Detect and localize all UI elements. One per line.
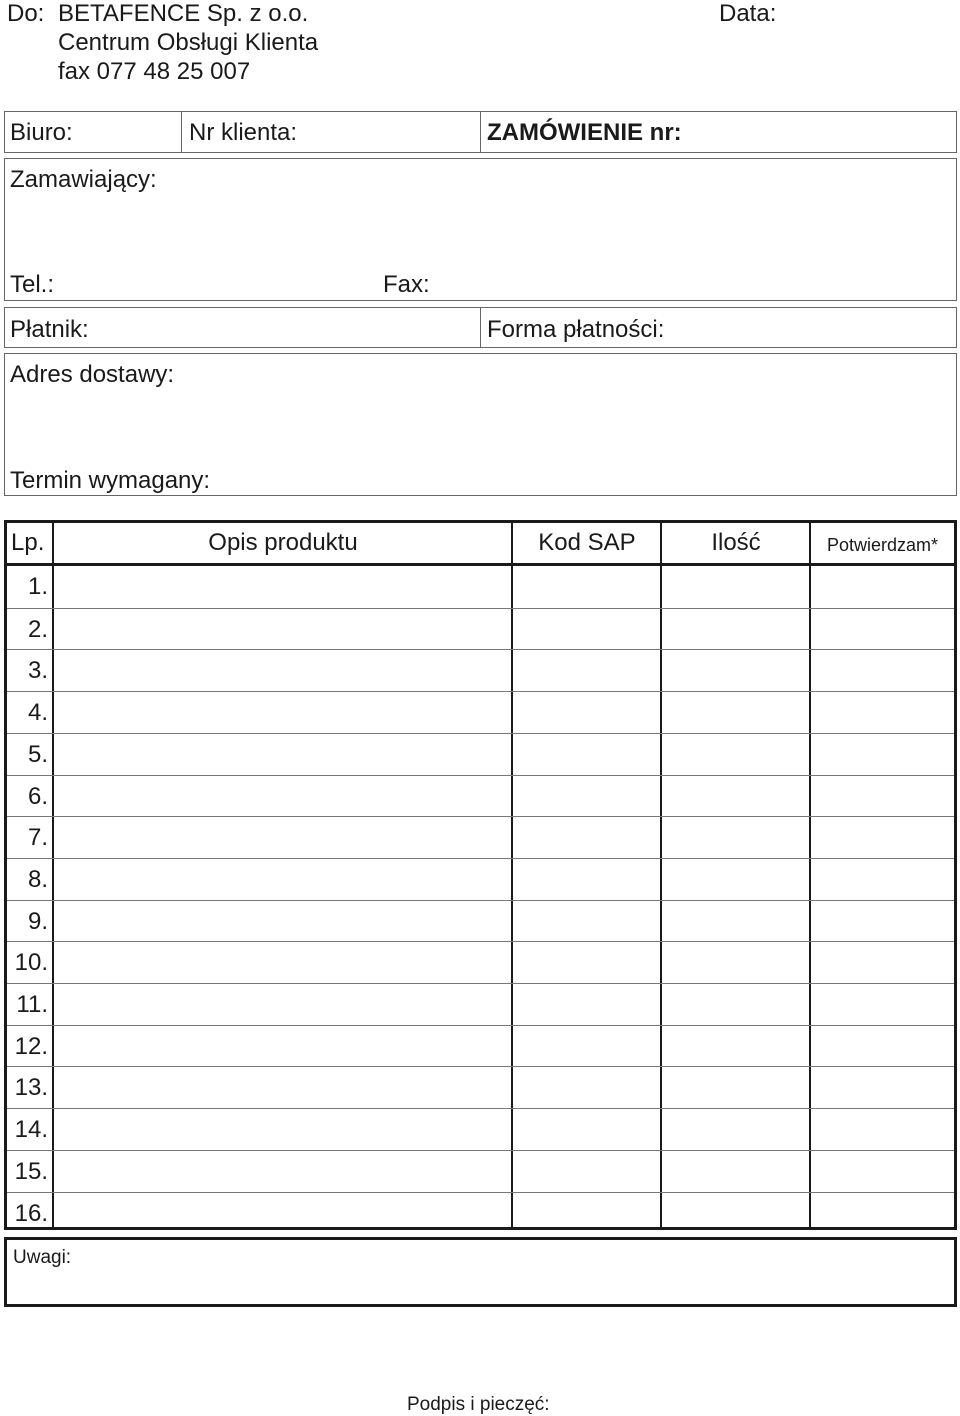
product-description-cell[interactable] (54, 738, 509, 771)
table-row (7, 900, 954, 942)
recipient-fax: fax 077 48 25 007 (58, 58, 251, 85)
quantity-cell[interactable] (662, 613, 807, 646)
table-row (7, 1150, 954, 1192)
row-number: 3. (27, 657, 48, 685)
order-info-divider-1 (181, 111, 182, 153)
orderer-input[interactable] (12, 198, 947, 264)
quantity-cell[interactable] (662, 946, 807, 979)
remarks-input[interactable] (87, 1246, 949, 1300)
remarks-label: Uwagi: (13, 1247, 72, 1268)
table-row (7, 941, 954, 983)
confirm-cell[interactable] (811, 570, 951, 604)
table-row (7, 1192, 954, 1234)
quantity-cell[interactable] (662, 1155, 807, 1188)
confirm-cell[interactable] (811, 1155, 951, 1188)
row-number: 1. (27, 573, 48, 600)
sap-code-cell[interactable] (513, 738, 658, 771)
delivery-address-input[interactable] (12, 394, 947, 456)
client-number-input[interactable] (310, 117, 475, 147)
order-number-input[interactable] (700, 117, 950, 147)
product-description-cell[interactable] (54, 1155, 509, 1188)
sap-code-cell[interactable] (513, 1197, 658, 1230)
sap-code-cell[interactable] (513, 988, 658, 1021)
payment-method-label: Forma płatności: (487, 316, 665, 343)
recipient-company: BETAFENCE Sp. z o.o. (58, 0, 309, 27)
row-number: 15. (14, 1157, 48, 1185)
product-description-cell[interactable] (54, 1071, 509, 1104)
table-row (7, 1108, 954, 1150)
orderer-fax-input[interactable] (440, 269, 945, 299)
sap-code-cell[interactable] (513, 821, 658, 854)
orderer-label: Zamawiający: (10, 166, 157, 193)
product-description-cell[interactable] (54, 821, 509, 854)
order-info-divider-2 (480, 111, 481, 153)
date-label: Data: (719, 0, 777, 27)
sap-code-cell[interactable] (513, 946, 658, 979)
signature-label: Podpis i pieczęć: (407, 1394, 550, 1415)
sap-code-cell[interactable] (513, 696, 658, 729)
table-row (7, 983, 954, 1025)
confirm-cell[interactable] (811, 738, 951, 771)
column-header-lp: Lp. (11, 529, 45, 556)
product-description-cell[interactable] (54, 780, 509, 813)
product-description-cell[interactable] (54, 1113, 509, 1146)
row-number: 14. (14, 1116, 48, 1144)
quantity-cell[interactable] (662, 821, 807, 854)
quantity-cell[interactable] (662, 780, 807, 813)
quantity-cell[interactable] (662, 1071, 807, 1104)
office-input[interactable] (86, 117, 176, 147)
table-row (7, 1066, 954, 1108)
quantity-cell[interactable] (662, 1030, 807, 1063)
table-row (7, 649, 954, 691)
product-description-cell[interactable] (54, 613, 509, 646)
product-description-cell[interactable] (54, 863, 509, 896)
table-row (7, 566, 954, 608)
sap-code-cell[interactable] (513, 570, 658, 604)
row-number: 16. (14, 1199, 48, 1227)
row-number: 4. (27, 699, 48, 727)
product-description-cell[interactable] (54, 1030, 509, 1063)
quantity-cell[interactable] (662, 654, 807, 687)
row-number: 12. (14, 1032, 48, 1060)
deadline-label: Termin wymagany: (10, 467, 211, 494)
recipient-department: Centrum Obsługi Klienta (58, 29, 319, 56)
quantity-cell[interactable] (662, 863, 807, 896)
remarks-box (4, 1237, 957, 1307)
table-row (7, 608, 954, 650)
phone-input[interactable] (62, 269, 372, 299)
table-row (7, 691, 954, 733)
confirm-cell[interactable] (811, 946, 951, 979)
sap-code-cell[interactable] (513, 654, 658, 687)
to-label: Do: (7, 0, 45, 27)
payment-method-input[interactable] (685, 313, 950, 343)
confirm-cell[interactable] (811, 1197, 951, 1230)
column-header-quantity: Ilość (711, 529, 761, 556)
confirm-cell[interactable] (811, 821, 951, 854)
table-row (7, 733, 954, 775)
row-number: 10. (14, 949, 48, 977)
row-number: 7. (27, 824, 48, 852)
payment-divider (480, 307, 481, 348)
sap-code-cell[interactable] (513, 1030, 658, 1063)
table-row (7, 1025, 954, 1067)
deadline-input[interactable] (232, 465, 947, 493)
product-description-cell[interactable] (54, 696, 509, 729)
client-number-label: Nr klienta: (189, 119, 298, 146)
confirm-cell[interactable] (811, 613, 951, 646)
row-number: 6. (27, 782, 48, 810)
sap-code-cell[interactable] (513, 1071, 658, 1104)
product-description-cell[interactable] (54, 905, 509, 938)
sap-code-cell[interactable] (513, 780, 658, 813)
confirm-cell[interactable] (811, 780, 951, 813)
row-number: 9. (27, 907, 48, 935)
table-row (7, 858, 954, 900)
row-number: 8. (27, 865, 48, 893)
quantity-cell[interactable] (662, 905, 807, 938)
confirm-cell[interactable] (811, 1071, 951, 1104)
confirm-cell[interactable] (811, 988, 951, 1021)
quantity-cell[interactable] (662, 1113, 807, 1146)
product-description-cell[interactable] (54, 988, 509, 1021)
column-header-product-description: Opis produktu (208, 529, 358, 556)
sap-code-cell[interactable] (513, 613, 658, 646)
product-description-cell[interactable] (54, 1197, 509, 1230)
product-description-cell[interactable] (54, 946, 509, 979)
column-header-sap-code: Kod SAP (538, 529, 636, 556)
delivery-address-label: Adres dostawy: (10, 361, 175, 388)
sap-code-cell[interactable] (513, 905, 658, 938)
column-header-confirm: Potwierdzam* (826, 535, 939, 555)
quantity-cell[interactable] (662, 738, 807, 771)
quantity-cell[interactable] (662, 988, 807, 1021)
phone-label: Tel.: (10, 271, 55, 298)
orderer-fax-label: Fax: (383, 271, 430, 298)
office-label: Biuro: (10, 119, 73, 146)
quantity-cell[interactable] (662, 1197, 807, 1230)
order-number-label: ZAMÓWIENIE nr: (487, 119, 682, 146)
product-description-cell[interactable] (54, 654, 509, 687)
row-number: 13. (14, 1074, 48, 1102)
quantity-cell[interactable] (662, 570, 807, 604)
date-input[interactable] (790, 0, 955, 30)
row-number: 11. (16, 991, 48, 1018)
table-body (7, 566, 954, 1227)
confirm-cell[interactable] (811, 1030, 951, 1063)
sap-code-cell[interactable] (513, 1155, 658, 1188)
confirm-cell[interactable] (811, 905, 951, 938)
confirm-cell[interactable] (811, 696, 951, 729)
confirm-cell[interactable] (811, 1113, 951, 1146)
product-description-cell[interactable] (54, 570, 509, 604)
sap-code-cell[interactable] (513, 1113, 658, 1146)
sap-code-cell[interactable] (513, 863, 658, 896)
row-number: 5. (27, 740, 48, 768)
payer-input[interactable] (102, 313, 472, 343)
confirm-cell[interactable] (811, 863, 951, 896)
payer-label: Płatnik: (10, 316, 89, 343)
product-table (4, 520, 957, 1230)
row-number: 2. (27, 615, 48, 643)
confirm-cell[interactable] (811, 654, 951, 687)
table-row (7, 816, 954, 858)
table-row (7, 775, 954, 817)
quantity-cell[interactable] (662, 696, 807, 729)
